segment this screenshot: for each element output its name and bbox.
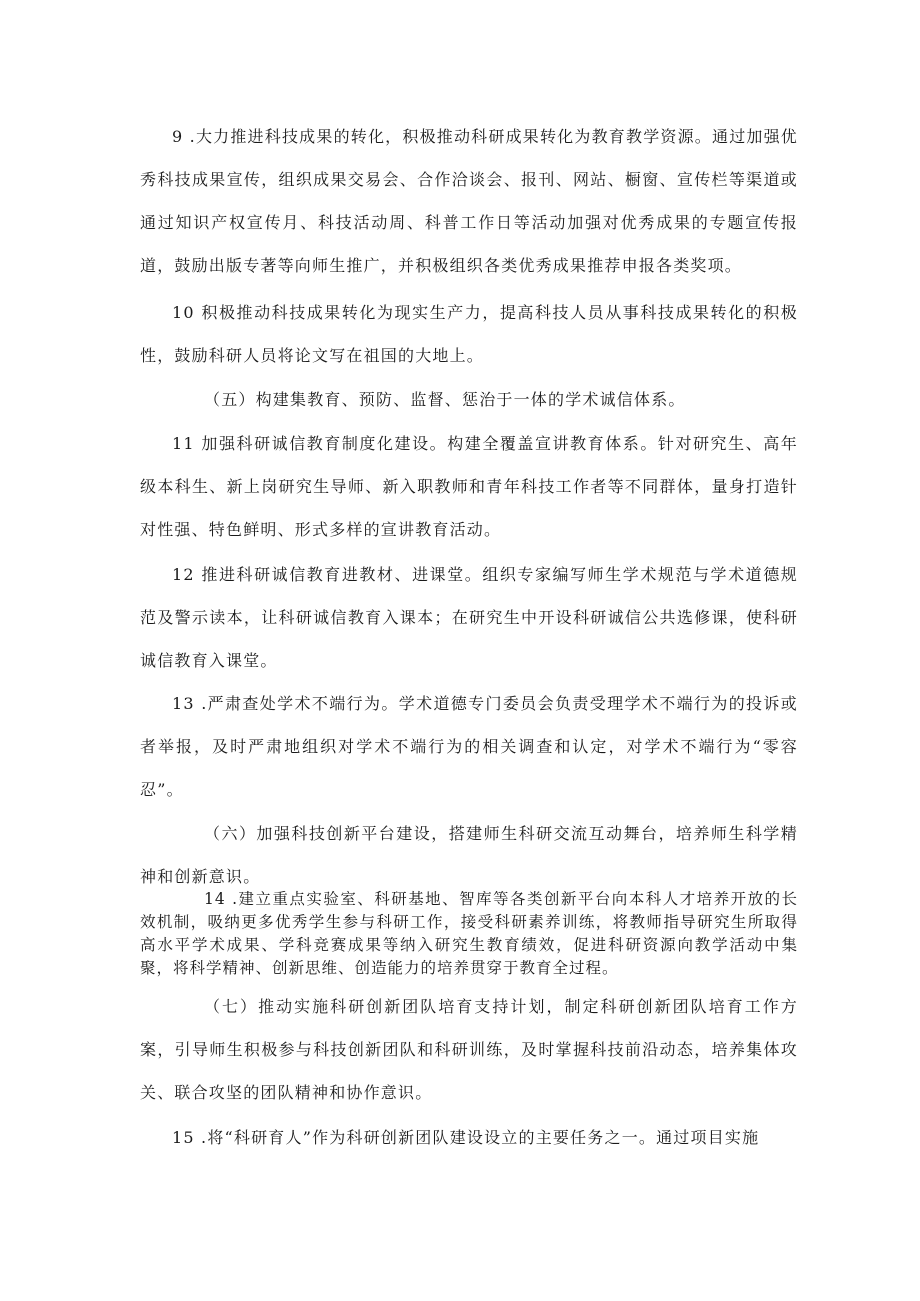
section-heading-5: （五）构建集教育、预防、监督、惩治于一体的学术诚信体系。 bbox=[204, 390, 686, 409]
paragraph-11: 11 加强科研诚信教育制度化建设。构建全覆盖宣讲教育体系。针对研究生、高年级本科生、新上岗研究生导师、新入职教师和青年科技工作者等不同群体，量身打造针对性强、特色鲜明、形式多样的宣讲教育活动。 bbox=[140, 434, 798, 539]
paragraph-13: 13 .严肃查处学术不端行为。学术道德专门委员会负责受理学术不端行为的投诉或者举报，及时严肃地组织对学术不端行为的相关调查和认定，对学术不端行为“零容忍”。 bbox=[140, 694, 798, 799]
paragraph-9: 9 .大力推进科技成果的转化，积极推动科研成果转化为教育教学资源。通过加强优秀科技成果宣传，组织成果交易会、合作洽谈会、报刊、网站、橱窗、宣传栏等渠道或通过知识产权宣传月、科技活动周、科普工作日等活动加强对优秀成果的专题宣传报道，鼓励出版专著等向师生推广，并积极组织各类优秀成果推荐申报各类奖项。 bbox=[140, 127, 798, 275]
section-heading-6: （六）加强科技创新平台建设，搭建师生科研交流互动舞台，培养师生科学精神和创新意识。 bbox=[140, 824, 798, 886]
paragraph-12: 12 推进科研诚信教育进教材、进课堂。组织专家编写师生学术规范与学术道德规范及警示读本，让科研诚信教育入课本；在研究生中开设科研诚信公共选修课，使科研诚信教育入课堂。 bbox=[140, 565, 798, 670]
paragraph-10: 10 积极推动科技成果转化为现实生产力，提高科技人员从事科技成果转化的积极性，鼓励科研人员将论文写在祖国的大地上。 bbox=[140, 303, 798, 365]
paragraph-14: 14 .建立重点实验室、科研基地、智库等各类创新平台向本科人才培养开放的长效机制，吸纳更多优秀学生参与科研工作，接受科研素养训练，将教师指导研究生所取得高水平学术成果、学科竞赛成果等纳入研究生教育绩效，促进科研资源向教学活动中集聚，将科学精神、创新思维、创造能力的培养贯穿于教育全过程。 bbox=[140, 890, 798, 977]
section-heading-7: （七）推动实施科研创新团队培育支持计划，制定科研创新团队培育工作方案，引导师生积极参与科技创新团队和科研训练，及时掌握科技前沿动态，培养集体攻关、联合攻坚的团队精神和协作意识。 bbox=[140, 997, 798, 1102]
paragraph-15: 15 .将“科研育人”作为科研创新团队建设设立的主要任务之一。通过项目实施 bbox=[172, 1128, 760, 1147]
